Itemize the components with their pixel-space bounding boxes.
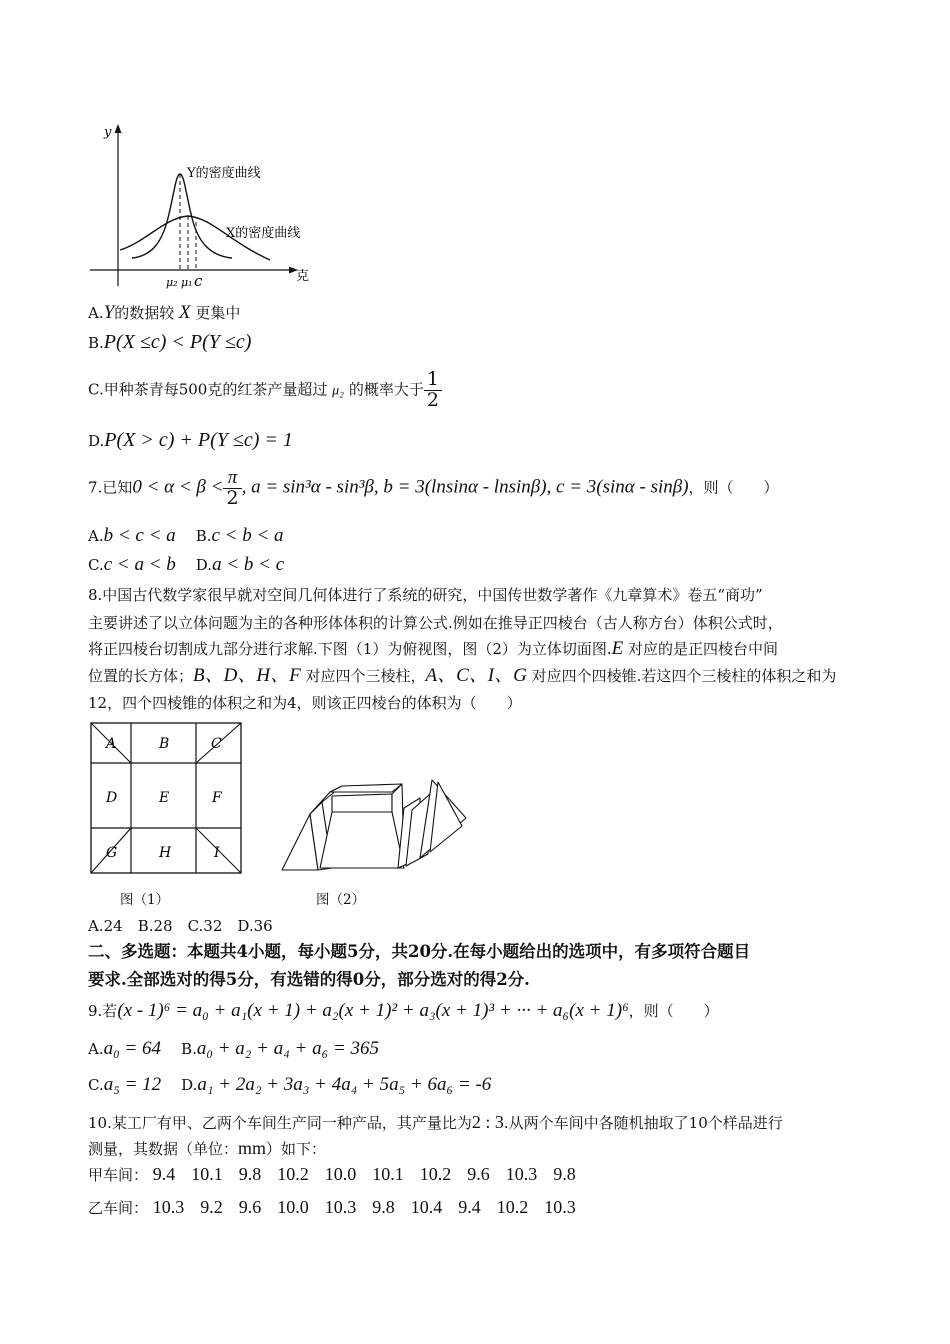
q7-stem [88, 468, 779, 509]
q7-option-a: b < c < a [103, 525, 176, 546]
q7-b-letter: B. [195, 527, 212, 545]
q9-option-a: a₀ = 64 [103, 1038, 162, 1059]
yi-value: 9.4 [458, 1197, 481, 1217]
grid-label-d: D [106, 790, 118, 806]
x-axis-label: 克 [296, 269, 310, 284]
q9-tail: ，则（ ） [628, 1002, 719, 1020]
q6-c-text: 甲种茶青每500克的红茶产量超过 [103, 380, 328, 399]
q7-option-c: c < a < b [103, 554, 176, 575]
q6-c-letter: C. [88, 380, 104, 399]
q9-number: 9.若 [88, 1002, 118, 1020]
jia-value: 10.0 [324, 1164, 357, 1184]
q9-options-row2 [88, 1074, 491, 1097]
yi-value: 10.3 [152, 1197, 185, 1217]
q7-option-b: c < b < a [211, 525, 284, 546]
piece-front-prism [320, 812, 404, 868]
q10-line1 [88, 1112, 783, 1134]
q6-b-expr: P(X ≤c) < P(Y ≤c) [103, 331, 252, 353]
q10-line2b: ）如下： [266, 1140, 327, 1158]
q8-figure-2-frustum-pieces [280, 768, 470, 876]
q10-unit: mm [238, 1138, 267, 1158]
q6-option-b [88, 330, 251, 354]
q8-line5: 12，四个四棱锥的体积之和为4，则该正四棱台的体积为（ ） [88, 694, 522, 712]
q9-options-row1 [88, 1038, 379, 1061]
q6-option-d [88, 428, 293, 452]
section2-header-line2: 要求.全部选对的得5分，有选错的得0分，部分选对的得2分. [88, 970, 530, 989]
q8-line4c: 对应四个三棱柱， [305, 667, 426, 685]
q10-jia-label: 甲车间： [88, 1166, 149, 1184]
q9-d-letter: D. [181, 1076, 198, 1094]
jia-value: 10.1 [372, 1164, 404, 1184]
q7-two: 2 [226, 486, 239, 509]
jia-value: 9.8 [238, 1164, 262, 1184]
q7-tail: ，则（ ） [688, 478, 779, 497]
q6-option-a [88, 302, 240, 325]
q7-option-d: a < b < c [212, 554, 285, 575]
q6-a-text1: 的数据较 [114, 304, 175, 322]
q8-line4e: 对应四个四棱锥.若这四个三棱柱的体积之和为 [531, 667, 837, 685]
q10-ratio: 2 : 3 [471, 1112, 504, 1132]
q8-options: A.24 B.28 C.32 D.36 [88, 917, 273, 935]
grid-label-c: C [211, 736, 222, 752]
jia-value: 9.6 [467, 1164, 490, 1184]
q10-yi-values [153, 1199, 592, 1217]
tick-c: c [194, 272, 203, 290]
yi-value: 9.2 [200, 1197, 223, 1217]
yi-value: 10.3 [544, 1197, 576, 1217]
q8-line4a: 位置的长方体； [88, 667, 194, 685]
q6-option-c [88, 370, 442, 411]
q7-d-letter: D. [195, 556, 213, 574]
q7-fraction [223, 468, 241, 509]
section2-header-line1: 二、多选题：本题共4小题，每小题5分，共20分.在每小题给出的选项中，有多项符合题目 [88, 942, 751, 961]
q8-fig1-caption: 图（1） [120, 892, 170, 908]
q6-c-fraction [424, 370, 442, 411]
yi-value: 10.2 [496, 1197, 529, 1217]
q6-c-numerator: 1 [424, 370, 442, 391]
y-curve-label: Y的密度曲线 [187, 166, 261, 181]
yi-value: 10.0 [277, 1197, 309, 1217]
q9-b-letter: B. [181, 1040, 197, 1058]
grid-label-h: H [159, 845, 172, 861]
q6-c-text2: 的概率大于 [348, 380, 424, 399]
q6-d-expr: P(X > c) + P(Y ≤c) = 1 [104, 429, 293, 451]
q8-line3c: 对应的是正四棱台中间 [628, 640, 779, 658]
q9-stem [88, 1000, 719, 1023]
yi-value: 10.3 [324, 1197, 357, 1217]
y-axis-label: y [104, 125, 112, 140]
q7-options-row2 [88, 554, 284, 577]
q8-figure-1-grid [88, 720, 246, 878]
q9-c-letter: C. [88, 1076, 104, 1094]
jia-value: 10.2 [277, 1164, 309, 1184]
grid-label-e: E [159, 790, 170, 806]
piece-center-top [330, 784, 402, 792]
q8-line4 [88, 665, 836, 688]
q10-line1a: 10.某工厂有甲、乙两个车间生产同一种产品，其产量比为 [88, 1114, 472, 1132]
tick-mu2: μ₂ [166, 276, 178, 289]
q10-line2 [88, 1138, 326, 1160]
q7-number: 7.已知 [88, 478, 133, 497]
q8-line3 [88, 638, 778, 661]
q7-options-row1 [88, 525, 284, 548]
jia-value: 9.8 [553, 1164, 576, 1184]
q6-d-letter: D. [88, 432, 105, 450]
x-curve-label: X的密度曲线 [226, 226, 301, 241]
q9-option-c: a₅ = 12 [103, 1074, 162, 1095]
q9-expr: (x - 1)⁶ = a₀ + a₁(x + 1) + a₂(x + 1)² + a₃(x + 1)³ + ··· + a₆(x + 1)⁶ [117, 1000, 629, 1021]
q6-b-letter: B. [88, 334, 104, 352]
q8-line1: 8.中国古代数学家很早就对空间几何体进行了系统的研究，中国传世数学著作《九章算术》卷五“商功” [88, 586, 763, 604]
density-curve-figure [80, 118, 320, 298]
q7-cond1: 0 < α < β < [132, 476, 224, 498]
yi-value: 10.4 [410, 1197, 443, 1217]
q8-line3a: 将正四棱台切割成九部分进行求解.下图（1）为俯视图，图（2）为立体切面图. [88, 640, 612, 658]
q9-a-letter: A. [88, 1040, 104, 1058]
q10-jia-values [153, 1166, 592, 1184]
grid-label-a: A [106, 736, 117, 752]
jia-value: 10.3 [505, 1164, 538, 1184]
q10-jia-row [88, 1164, 592, 1186]
q6-a-var2: X [178, 302, 191, 323]
q9-option-b: a₀ + a₂ + a₄ + a₆ = 365 [196, 1038, 380, 1059]
jia-value: 10.2 [419, 1164, 452, 1184]
q10-line2a: 测量，其数据（单位： [88, 1140, 239, 1158]
q7-a-letter: A. [88, 527, 104, 545]
q8-line2: 主要讲述了以立体问题为主的各种形体体积的计算公式.例如在推导正四棱台（古人称方台）体积公式时， [88, 614, 783, 632]
q8-prisms: B、D、H、F [193, 665, 301, 686]
yi-value: 9.6 [238, 1197, 262, 1217]
grid-label-i: I [214, 845, 220, 861]
q7-pi: π [223, 468, 241, 489]
tick-mu1: μ₁ [181, 276, 193, 289]
q10-line1b: .从两个车间中各随机抽取了10个样品进行 [503, 1114, 783, 1132]
q9-option-d: a₁ + 2a₂ + 3a₃ + 4a₄ + 5a₅ + 6a₆ = -6 [197, 1074, 492, 1095]
jia-value: 9.4 [152, 1164, 176, 1184]
q6-c-var: μ₂ [332, 383, 345, 399]
q6-a-letter: A. [88, 304, 104, 322]
jia-value: 10.1 [191, 1164, 223, 1184]
q6-a-text2: 更集中 [195, 304, 241, 322]
q8-pyramids: A、C、I、G [425, 665, 527, 686]
grid-label-g: G [106, 845, 118, 861]
yi-value: 9.8 [372, 1197, 395, 1217]
q8-fig2-caption: 图（2） [316, 892, 366, 908]
q7-cond2: , a = sin³α - sin³β, b = 3(lnsinα - lnsinβ), c = 3(sinα - sinβ) [241, 476, 689, 498]
grid-label-b: B [159, 736, 170, 752]
q8-var-e: E [611, 638, 624, 659]
q10-yi-row [88, 1197, 592, 1219]
q10-yi-label: 乙车间： [88, 1199, 149, 1217]
q7-c-letter: C. [88, 556, 104, 574]
y-density-curve [132, 174, 232, 258]
y-axis-arrow [115, 124, 122, 133]
q6-a-var1: Y [103, 302, 115, 323]
q6-c-denominator: 2 [426, 388, 439, 411]
grid-label-f: F [212, 790, 222, 806]
